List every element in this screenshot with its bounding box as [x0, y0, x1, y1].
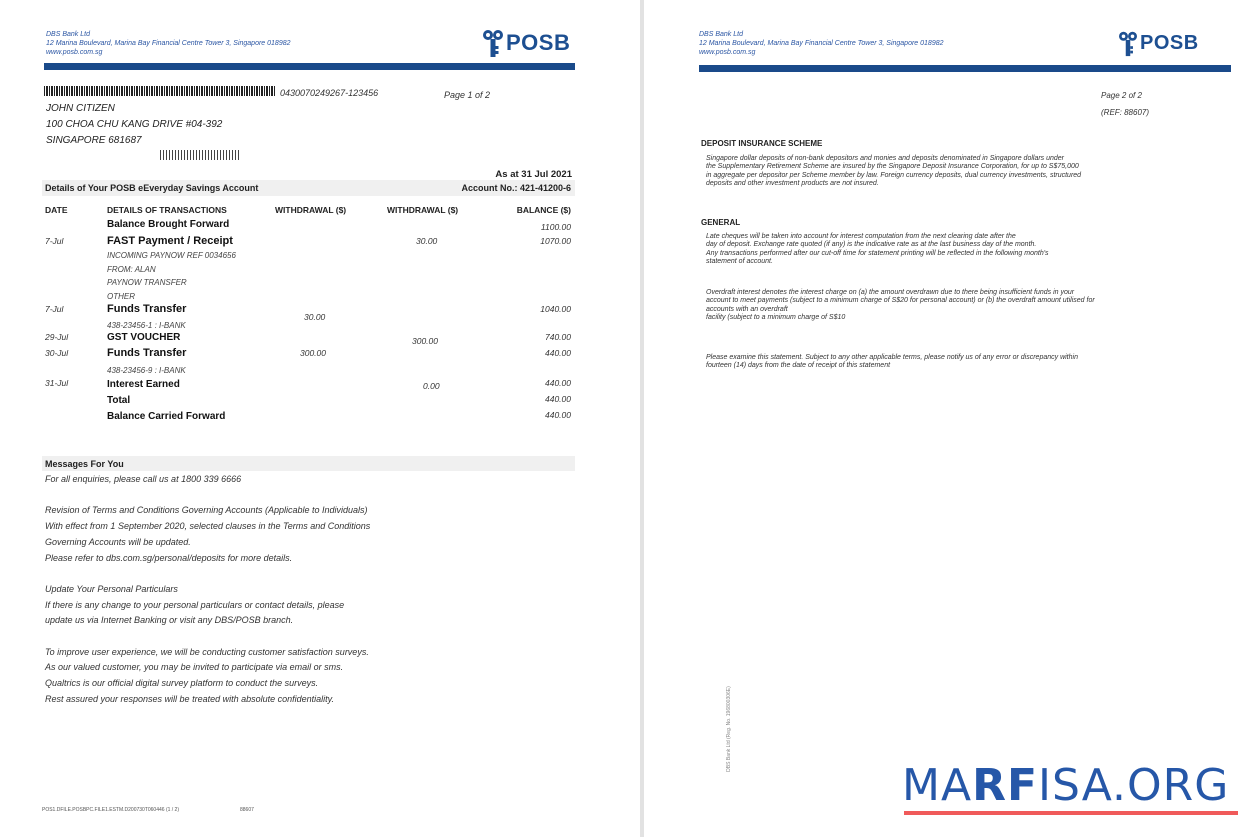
text-line: Please examine this statement. Subject to any other applicable terms, please notify us of any error or discrepancy within: [706, 354, 1078, 361]
posb-logo: [1118, 30, 1199, 57]
message-spacer: [45, 629, 565, 645]
statement-ref: (REF: 88607): [1101, 108, 1150, 117]
text-line: deposits and other investment products are not insured.: [706, 180, 879, 188]
row-date: 7-Jul: [45, 236, 64, 246]
table-row-total: [42, 393, 575, 407]
page-number: Page 1 of 2: [444, 90, 491, 100]
text-line: account to meet payments (subject to a minimum charge of S$20 for personal account) or (b) the overdraft amount utilised for: [706, 297, 1095, 305]
col-withdrawal-2: WITHDRAWAL ($): [387, 205, 459, 215]
vertical-fineprint: DBS Bank Ltd (Reg. No. 196800306E): [726, 686, 732, 772]
text-line: Singapore dollar deposits of non-bank depositors and monies and deposits denominated in Singapore dollars under: [706, 155, 1065, 162]
section-title-general: GENERAL: [701, 218, 741, 227]
account-number: Account No.: 421-41200-6: [461, 183, 571, 193]
watermark-part-2: RF: [972, 760, 1038, 811]
row-description: Total: [107, 395, 131, 406]
col-date: DATE: [45, 205, 68, 215]
watermark-part-1: MA: [902, 760, 973, 811]
row-balance: 1070.00: [540, 236, 571, 246]
table-row: [42, 346, 575, 376]
customer-address-line2: SINGAPORE 681687: [46, 135, 142, 146]
account-title-bar: [42, 180, 575, 196]
row-withdrawal-2: 300.00: [412, 336, 438, 346]
bank-website: www.posb.com.sg: [46, 49, 103, 56]
row-description: Funds Transfer: [107, 347, 187, 359]
row-subdetail: 438-23456-1 : I-BANK: [107, 321, 186, 330]
row-withdrawal-1: 300.00: [300, 348, 326, 358]
message-line: Revision of Terms and Conditions Governing Accounts (Applicable to Individuals): [45, 505, 368, 516]
table-row: [42, 219, 575, 233]
text-line: statement of account.: [706, 258, 773, 266]
message-link-line: Please refer to dbs.com.sg/personal/deposits for more details.: [45, 552, 293, 563]
transactions-header: [42, 203, 575, 217]
bank-name: DBS Bank Ltd: [46, 31, 90, 38]
table-row: [42, 234, 575, 304]
row-description: Funds Transfer: [107, 303, 187, 315]
text-line: Late cheques will be taken into account for interest computation from the next clearing date after the: [706, 233, 1016, 240]
posb-key-icon: [482, 28, 504, 58]
watermark-part-3: ISA.ORG: [1038, 760, 1230, 811]
messages-body: [45, 472, 565, 708]
general-text-1: [706, 233, 1226, 267]
text-line: facility (subject to a minimum charge of S$10: [706, 314, 846, 322]
message-line: With effect from 1 September 2020, selected clauses in the Terms and Conditions: [45, 521, 371, 532]
section-title-deposit-insurance: DEPOSIT INSURANCE SCHEME: [701, 139, 823, 148]
posb-logo-text: POSB: [506, 30, 571, 55]
row-date: 7-Jul: [45, 304, 64, 314]
table-row: [42, 377, 575, 391]
postal-barcode-graphic: [160, 150, 240, 160]
customer-address-line1: 100 CHOA CHU KANG DRIVE #04-392: [46, 119, 223, 130]
bank-address: 12 Marina Boulevard, Marina Bay Financial Centre Tower 3, Singapore 018982: [699, 40, 944, 47]
table-row: [42, 302, 575, 332]
message-line: Rest assured your responses will be treated with absolute confidentiality.: [45, 693, 334, 704]
page-number: Page 2 of 2: [1101, 91, 1142, 100]
posb-logo: [482, 28, 570, 58]
text-line: accounts with an overdraft: [706, 305, 788, 313]
bank-address-block: [46, 30, 291, 57]
customer-address-block: [46, 101, 222, 149]
watermark-text: [902, 760, 1238, 811]
posb-logo-text: POSB: [1140, 32, 1199, 54]
general-text-3: [706, 354, 1226, 371]
message-line: Governing Accounts will be updated.: [45, 536, 191, 547]
as-at-date: As at 31 Jul 2021: [495, 169, 572, 180]
message-line: Qualtrics is our official digital survey platform to conduct the surveys.: [45, 678, 319, 689]
message-line: If there is any change to your personal particulars or contact details, please: [45, 599, 345, 610]
bank-address-block: [699, 30, 944, 57]
row-date: 29-Jul: [45, 332, 69, 342]
row-subdetail: OTHER: [107, 292, 135, 301]
row-balance: 440.00: [545, 410, 571, 420]
row-balance: 440.00: [545, 378, 571, 388]
text-line: in aggregate per depositor per Scheme member by law. Foreign currency deposits, dual currency investments, structured: [706, 171, 1082, 179]
row-description: Interest Earned: [107, 379, 180, 390]
barcode-number: 0430070249267-123456: [280, 88, 379, 98]
text-line: the Supplementary Retirement Scheme are insured by the Singapore Deposit Insurance Corporation, for up to S$75,000: [706, 163, 1079, 171]
header-bar: [699, 65, 1231, 72]
account-title: Details of Your POSB eEveryday Savings Account: [45, 183, 259, 193]
row-date: 30-Jul: [45, 348, 69, 358]
customer-name: JOHN CITIZEN: [46, 103, 115, 114]
message-line: Update Your Personal Particulars: [45, 583, 178, 594]
text-line: day of deposit. Exchange rate quoted (if any) is the indicative rate as at the last business day of the month.: [706, 241, 1037, 249]
messages-title-bar: [42, 456, 575, 471]
message-line: To improve user experience, we will be conducting customer satisfaction surveys.: [45, 646, 369, 657]
row-balance: 440.00: [545, 348, 571, 358]
row-balance: 440.00: [545, 394, 571, 404]
statement-page-2: [644, 0, 1250, 837]
footer-ref: 88607: [240, 807, 254, 813]
watermark-underline: [904, 811, 1238, 815]
barcode-graphic: [44, 86, 276, 96]
message-line: update us via Internet Banking or visit any DBS/POSB branch.: [45, 615, 294, 626]
bank-website: www.posb.com.sg: [699, 49, 756, 56]
marfisa-watermark: [902, 760, 1238, 815]
row-subdetail: 438-23456-9 : I-BANK: [107, 366, 186, 375]
row-withdrawal-2: 30.00: [416, 236, 438, 246]
general-text-2: [706, 289, 1226, 323]
row-withdrawal-1: 30.00: [304, 312, 326, 322]
col-withdrawal-1: WITHDRAWAL ($): [275, 205, 347, 215]
row-balance: 1040.00: [540, 304, 571, 314]
row-balance: 740.00: [545, 332, 571, 342]
message-spacer: [45, 566, 565, 582]
row-withdrawal-2: 0.00: [423, 381, 440, 391]
deposit-insurance-text: [706, 155, 1226, 189]
row-balance: 1100.00: [540, 222, 571, 232]
row-subdetail: INCOMING PAYNOW REF 0034656: [107, 251, 236, 260]
row-description: Balance Brought Forward: [107, 219, 230, 230]
row-date: 31-Jul: [45, 378, 69, 388]
message-line: As our valued customer, you may be invited to participate via email or sms.: [45, 662, 344, 673]
posb-key-icon: [1118, 30, 1138, 57]
messages-title: Messages For You: [45, 459, 124, 469]
row-subdetail: FROM: ALAN: [107, 265, 156, 274]
bank-name: DBS Bank Ltd: [699, 31, 743, 38]
row-description: Balance Carried Forward: [107, 411, 226, 422]
text-line: Any transactions performed after our cut-off time for statement printing will be reflected in the following month's: [706, 249, 1049, 257]
header-bar: [44, 63, 575, 70]
bank-address: 12 Marina Boulevard, Marina Bay Financial Centre Tower 3, Singapore 018982: [46, 40, 291, 47]
text-line: fourteen (14) days from the date of receipt of this statement: [706, 362, 891, 370]
row-subdetail: PAYNOW TRANSFER: [107, 278, 187, 287]
text-line: Overdraft interest denotes the interest charge on (a) the amount overdrawn due to there being insufficient funds in your: [706, 289, 1075, 296]
message-line: For all enquiries, please call us at 1800 339 6666: [45, 474, 242, 484]
row-description: FAST Payment / Receipt: [107, 235, 233, 247]
col-balance: BALANCE ($): [516, 205, 571, 215]
table-row-carried-forward: [42, 409, 575, 423]
message-spacer: [45, 488, 565, 504]
table-row: [42, 331, 575, 345]
footer-code: POS1.DFILE.POSBPC.FILE1.ESTM.D200730T060446 (1 / 2): [42, 807, 180, 813]
row-description: GST VOUCHER: [107, 332, 181, 343]
col-details: DETAILS OF TRANSACTIONS: [107, 205, 227, 215]
